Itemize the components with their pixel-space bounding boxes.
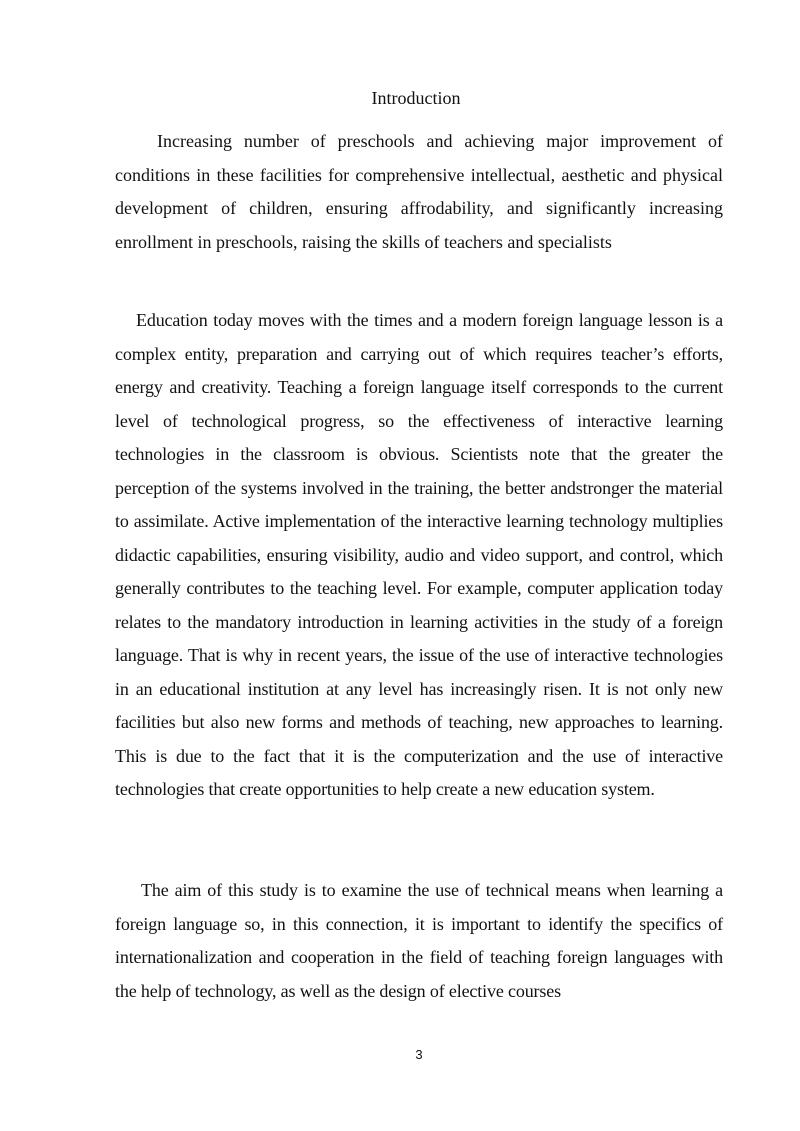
section-title: Introduction	[371, 88, 461, 108]
paragraph-education-today: Education today moves with the times and a modern foreign language lesson is a complex entity, preparation and carrying out of which requires teacher’s efforts, energy and creativity. Teaching a foreign language itself corresponds to the current level of technological progress, so the effectiveness of interactive learning technologies in the classroom is obvious. Scientists note that the greater the perception of the systems involved in the training, the better andstronger the material to assimilate. Active implementation of the interactive learning technology multiplies didactic capabilities, ensuring visibility, audio and video support, and control, which generally contributes to the teaching level. For example, computer application today relates to the mandatory introduction in learning activities in the study of a foreign language. That is why in recent years, the issue of the use of interactive technologies in an educational institution at any level has increasingly risen. It is not only new facilities but also new forms and methods of teaching, new approaches to learning. This is due to the fact that it is the computerization and the use of interactive technologies that create opportunities to help create a new education system.	[115, 310, 723, 799]
paragraph-preschools: Increasing number of preschools and achieving major improvement of conditions in these facilities for comprehensive intellectual, aesthetic and physical development of children, ensuring affrodability, and significantly increasing enrollment in preschools, raising the skills of teachers and specialists	[115, 131, 723, 252]
page-number: 3	[415, 1047, 423, 1062]
paragraph-study-aim: The aim of this study is to examine the use of technical means when learning a foreign language so, in this connection, it is important to identify the specifics of internationalization and cooperation in the field of teaching foreign languages with the help of technology, as well as the design of elective courses	[115, 880, 723, 1001]
